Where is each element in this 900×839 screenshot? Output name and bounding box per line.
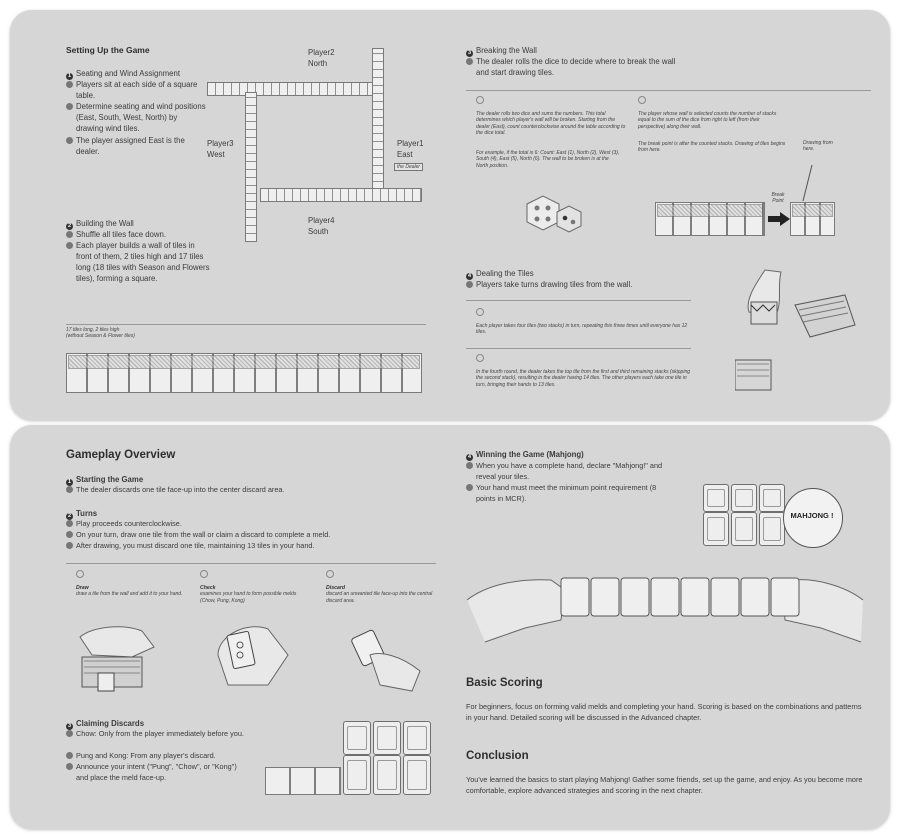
wall-caption [66,327,135,340]
player2-label [308,47,334,69]
bullet-icon [466,462,473,469]
turns-item-text: After drawing, you must discard one tile, maintaining 13 tiles in your hand. [76,541,315,550]
wall-caption-line: (without Season & Flower tiles) [66,333,135,340]
bullet-icon [66,486,73,493]
break-wall-top [657,204,763,217]
drawing-from-label: Drawing from here. [803,140,833,153]
bullet-icon [66,520,73,527]
seating-item-text: The player assigned East is the dealer. [76,136,185,156]
wall-north [207,82,382,96]
turns-item [66,541,315,552]
step-marker-icon [76,570,84,578]
building-item [66,240,211,284]
player-wind: South [308,227,329,236]
turns-item-text: On your turn, draw one tile from the wall or claim a discard to complete a meld. [76,530,331,539]
starting-item-text: The dealer discards one tile face-up into the center discard area. [76,485,285,494]
turns-item [66,530,330,541]
wall-west [245,92,257,242]
step-2-badge: 2 [67,513,72,519]
claiming-title: Claiming Discards [76,719,145,728]
step-marker-icon [200,570,208,578]
wall-caption-line: 17 tiles long, 2 tiles high [66,327,120,333]
player-name: Player4 [308,216,335,225]
divider [466,300,691,301]
discard-label: Discard [326,585,346,591]
discard-illustration [350,625,430,695]
check-text: examines your hand to form possible melds (Chow, Pung, Kong) [200,591,297,604]
bullet-icon [66,103,73,110]
bullet-icon [66,231,73,238]
claiming-item [66,729,246,740]
bullet-icon [466,58,473,65]
dealing-step1-text: Each player takes four tiles (two stacks) in turn, repeating this three times until everyone has 12 tiles. [476,323,688,336]
winning-heading [466,449,584,461]
turns-item-text: Play proceeds counterclockwise. [76,519,182,528]
mahjong-tile [731,512,757,546]
player-name: Player3 [207,139,234,148]
breaking-item-text: The dealer rolls the dice to decide where to break the wall and start drawing tiles. [476,57,676,77]
seating-item [66,79,206,101]
bullet-icon [66,81,73,88]
claiming-item-text: Pung and Kong: From any player's discard. [76,751,216,760]
dealing-title: Dealing the Tiles [476,269,534,278]
winning-item-text: Your hand must meet the minimum point requirement (8 points in MCR). [476,483,657,503]
divider [66,324,426,325]
discard-row [265,767,341,795]
building-item-text: Each player builds a wall of tiles in front of them, 2 tiles high and 17 tiles long (18 tiles with Season and Flowers tiles), forming a square. [76,241,210,283]
step-1-badge: 1 [67,479,72,485]
bullet-icon [466,281,473,288]
seating-title: Seating and Wind Assignment [76,69,181,78]
divider [66,563,436,564]
break-point-label: Break Point [771,192,785,205]
long-wall [66,353,422,393]
discard-step [326,585,436,604]
conclusion-text: You've learned the basics to start playing Mahjong! Gather some friends, set up the game, and enjoy. As you become more comfortable, explore advanced strategies and scoring in the next chapter. [466,775,863,795]
building-title: Building the Wall [76,219,134,228]
turns-title: Turns [76,509,98,518]
breaking-item [466,56,676,78]
hand-taking-tiles-illustration [735,250,865,400]
setup-panel [10,10,890,420]
dice-icon [523,194,583,238]
claiming-tiles [265,715,440,800]
building-item-text: Shuffle all tiles face down. [76,230,167,239]
step-3-badge: 3 [467,50,472,56]
setup-title: Setting Up the Game [66,45,150,55]
player3-label [207,138,233,160]
player-name: Player2 [308,48,335,57]
hands-holding-tiles [465,550,865,650]
gameplay-panel [10,425,890,829]
wall-east [372,48,384,198]
mahjong-bubble-text: MAHJONG ! [790,511,834,520]
player-wind: North [308,59,328,68]
conclusion-title: Conclusion [466,750,529,762]
step-marker-icon [326,570,334,578]
breaking-step1-example: For example, if the total is 6: Count: East (1), North (2), West (3), South (4), East (5), North (6). The wall to be broken is at the North position. [476,150,620,169]
mahjong-tile [703,512,729,546]
break-wall-right [790,202,835,236]
step-marker-icon [476,308,484,316]
bullet-icon [66,531,73,538]
mahjong-tile [403,755,431,795]
discard-text: discard an unwanted tile face-up into the central discard area. [326,591,433,604]
check-step [200,585,310,604]
bullet-icon [66,242,73,249]
claiming-item [66,762,246,783]
step-1-badge: 1 [67,73,72,79]
breaking-title: Breaking the Wall [476,46,537,55]
breaking-step2-text2: The break point is after the counted stacks. Drawing of tiles begins from here. [638,141,786,154]
step-2-badge: 2 [67,223,72,229]
scoring-text: For beginners, focus on forming valid melds and completing your hand. Scoring is based on the combinations and patterns in your hand. Detailed scoring will be discussed in the Advanced chapter. [466,702,862,722]
dealing-step2-text: In the fourth round, the dealer takes the top tile from the first and third remaining stacks (skipping the second stack), resulting in the dealer having 14 tiles. The other players each take one tile in turn, bringing their hands to 13 tiles. [476,369,691,388]
mahjong-tile [373,755,401,795]
claiming-item [66,751,246,762]
mahjong-tile [343,721,371,755]
starting-item [66,485,285,496]
seating-item-text: Determine seating and wind positions (East, South, West, North) by drawing wind tiles. [76,102,206,133]
winning-title: Winning the Game (Mahjong) [476,450,584,459]
dealing-item [466,279,696,290]
draw-illustration [72,617,162,695]
seating-item-text: Players sit at each side of a square table. [76,80,198,100]
player-name: Player1 [397,139,424,148]
player1-label [397,138,423,160]
wall-south [260,188,422,202]
breaking-step1-text: The dealer rolls two dice and sums the numbers. This total determines which player's wall will be broken. Starting from the dealer (East), count counterclockwise around the table according to the dice total. [476,111,626,137]
dealing-item-text: Players take turns drawing tiles from the wall. [476,280,633,289]
step-marker-icon [476,354,484,362]
winning-hand [465,480,865,650]
bullet-icon [66,137,73,144]
step-marker-icon [638,96,646,104]
mahjong-tile [731,484,757,512]
long-wall-top [68,355,420,369]
turns-item [66,519,182,530]
pointer-line [800,165,820,203]
claiming-item-text: Chow: Only from the player immediately before you. [76,729,244,738]
draw-text: draw a tile from the wall and add it to your hand. [76,591,183,598]
draw-label: Draw [76,585,89,591]
step-marker-icon [476,96,484,104]
draw-step [76,585,186,598]
mahjong-tile [403,721,431,755]
mahjong-tile [759,512,785,546]
player4-label [308,215,334,237]
dealer-tag: the Dealer [394,163,423,171]
divider [466,90,871,91]
bullet-icon [66,542,73,549]
seating-item [66,135,206,157]
check-label: Check [200,585,216,591]
building-item [66,229,211,240]
check-illustration [208,615,298,695]
step-4-badge: 4 [467,273,472,279]
bullet-icon [66,763,73,770]
winning-item-text: When you have a complete hand, declare "Mahjong!" and reveal your tiles. [476,461,663,481]
breaking-step2-text: The player whose wall is selected counts the number of stacks equal to the sum of the dice from right to left (from their perspective) along their wall. [638,111,777,130]
scoring-title: Basic Scoring [466,677,543,689]
break-wall [655,202,765,236]
step-4-badge: 4 [467,454,472,460]
divider [466,348,691,349]
seating-item [66,101,206,134]
player-wind: East [397,150,413,159]
step-3-badge: 3 [67,723,72,729]
mahjong-tile [759,484,785,512]
break-wall-right-top [792,204,833,217]
arrow-right-icon [768,212,790,226]
winning-item [466,461,666,482]
player-wind: West [207,150,225,159]
bullet-icon [66,752,73,759]
overview-title: Gameplay Overview [66,449,176,461]
mahjong-tile [703,484,729,512]
mahjong-tile [373,721,401,755]
bullet-icon [66,730,73,737]
claiming-item-text: Announce your intent ("Pung", "Chow", or "Kong") and place the meld face-up. [76,762,237,782]
mahjong-tile [343,755,371,795]
starting-title: Starting the Game [76,475,144,484]
